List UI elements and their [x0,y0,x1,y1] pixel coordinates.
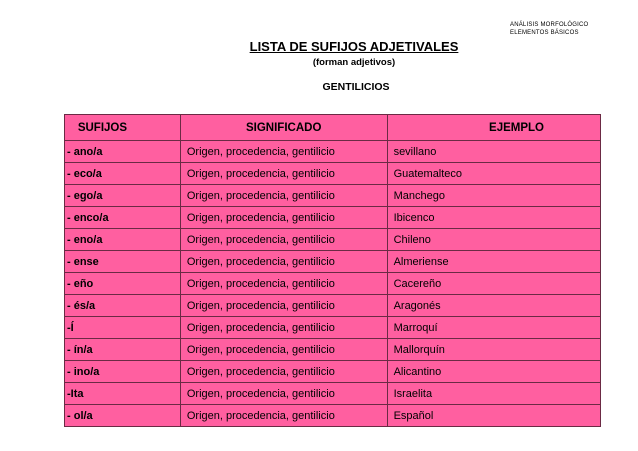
suffix-table [64,114,601,427]
page-subtitle: (forman adjetivos) [312,57,396,68]
table-row [65,361,601,383]
cell-ejemplo: Almeriense [387,251,600,273]
table-row [65,339,601,361]
cell-ejemplo: Marroquí [387,317,600,339]
cell-sufijo: - enco/a [65,207,181,229]
cell-significado: Origen, procedencia, gentilicio [180,273,387,295]
page-title: LISTA DE SUFIJOS ADJETIVALES [249,39,459,54]
table-row [65,141,601,163]
cell-significado: Origen, procedencia, gentilicio [180,405,387,427]
cell-sufijo: - ol/a [65,405,181,427]
cell-ejemplo: Israelita [387,383,600,405]
cell-ejemplo: sevillano [387,141,600,163]
cell-ejemplo: Ibicenco [387,207,600,229]
table-row [65,251,601,273]
corner-note-line2: ELEMENTOS BÁSICOS [510,29,579,36]
column-header-significado: SIGNIFICADO [180,115,387,141]
cell-significado: Origen, procedencia, gentilicio [180,163,387,185]
cell-sufijo: - ano/a [65,141,181,163]
cell-ejemplo: Guatemalteco [387,163,600,185]
cell-ejemplo: Español [387,405,600,427]
cell-significado: Origen, procedencia, gentilicio [180,295,387,317]
column-header-ejemplo: EJEMPLO [387,115,600,141]
cell-significado: Origen, procedencia, gentilicio [180,251,387,273]
cell-significado: Origen, procedencia, gentilicio [180,207,387,229]
table-row [65,185,601,207]
column-header-sufijos: SUFIJOS [65,115,181,141]
cell-ejemplo: Chileno [387,229,600,251]
cell-sufijo: - eco/a [65,163,181,185]
table-row [65,405,601,427]
corner-note-line1: ANÁLISIS MORFOLÓGICO [510,22,589,28]
cell-ejemplo: Alicantino [387,361,600,383]
cell-ejemplo: Cacereño [387,273,600,295]
cell-significado: Origen, procedencia, gentilicio [180,383,387,405]
table-row [65,273,601,295]
cell-ejemplo: Mallorquín [387,339,600,361]
cell-sufijo: - eño [65,273,181,295]
table-row [65,383,601,405]
corner-note [510,22,588,37]
table-row [65,295,601,317]
table-row [65,229,601,251]
table-header-row [65,115,601,141]
table-row [65,317,601,339]
cell-significado: Origen, procedencia, gentilicio [180,229,387,251]
table-row [65,207,601,229]
cell-sufijo: - ense [65,251,181,273]
cell-sufijo: -Ita [65,383,181,405]
cell-sufijo: - ino/a [65,361,181,383]
cell-sufijo: - és/a [65,295,181,317]
table-row [65,163,601,185]
cell-significado: Origen, procedencia, gentilicio [180,141,387,163]
cell-sufijo: - eno/a [65,229,181,251]
cell-sufijo: -Í [65,317,181,339]
cell-sufijo: - ego/a [65,185,181,207]
cell-sufijo: - ín/a [65,339,181,361]
cell-significado: Origen, procedencia, gentilicio [180,339,387,361]
cell-ejemplo: Manchego [387,185,600,207]
cell-significado: Origen, procedencia, gentilicio [180,185,387,207]
cell-significado: Origen, procedencia, gentilicio [180,317,387,339]
cell-ejemplo: Aragonés [387,295,600,317]
section-heading: GENTILICIOS [322,81,390,93]
cell-significado: Origen, procedencia, gentilicio [180,361,387,383]
